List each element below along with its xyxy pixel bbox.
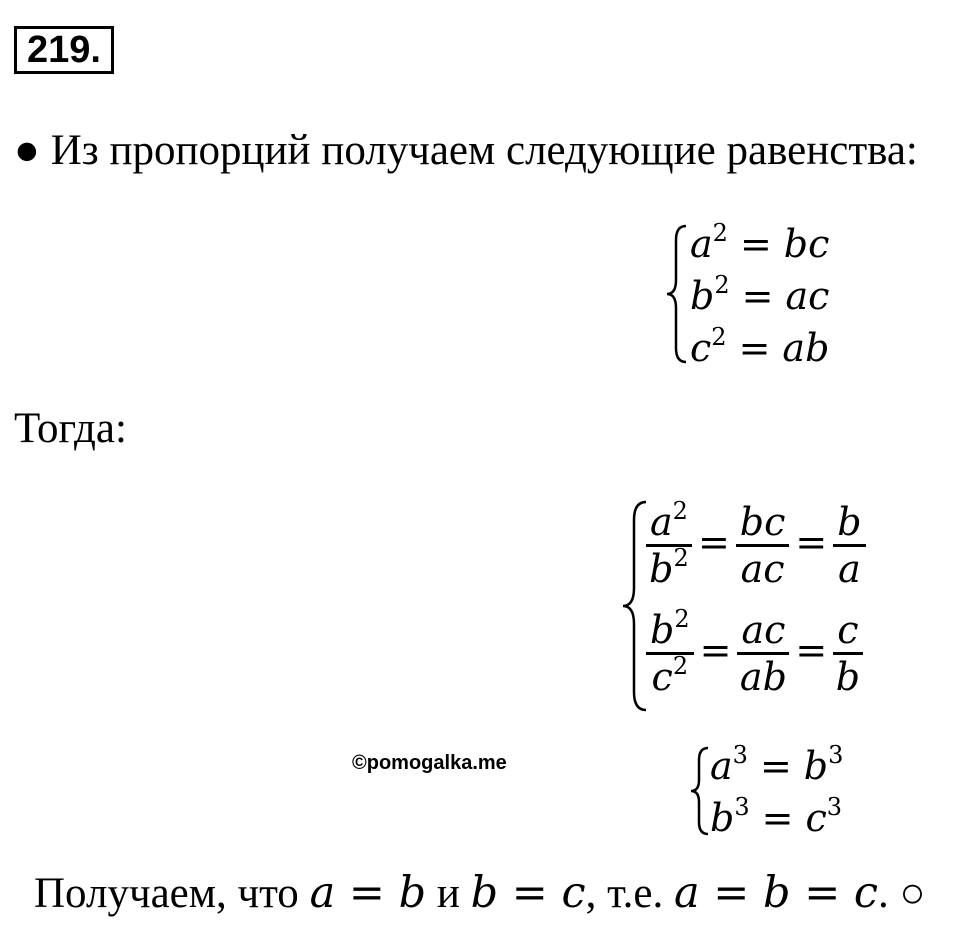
exponent: 2 bbox=[674, 605, 690, 633]
system1-brace bbox=[664, 224, 690, 364]
conclusion bbox=[34, 868, 925, 918]
math-expr: bc bbox=[783, 222, 830, 266]
numerator: ac bbox=[737, 608, 789, 655]
math-var: a bbox=[710, 744, 733, 788]
equals-sign: = bbox=[795, 628, 828, 672]
exponent: 2 bbox=[672, 652, 689, 680]
fraction bbox=[646, 497, 692, 591]
math-var: b bbox=[690, 274, 715, 318]
equals-sign: = bbox=[739, 222, 772, 266]
conclusion-text: Получаем, что bbox=[34, 870, 299, 917]
math-var: b bbox=[803, 744, 829, 788]
numerator: a bbox=[650, 500, 673, 544]
equals-sign: = bbox=[697, 520, 730, 564]
system2-row bbox=[646, 497, 866, 608]
conclusion-text: и bbox=[436, 870, 460, 917]
system3-row bbox=[710, 792, 843, 844]
equals-sign: = bbox=[741, 274, 774, 318]
fraction bbox=[646, 605, 694, 699]
system2-row bbox=[646, 605, 866, 716]
equals-sign: = bbox=[761, 796, 794, 840]
denominator: ac bbox=[740, 547, 785, 591]
math-expr: ac bbox=[785, 274, 830, 318]
numerator: c bbox=[833, 608, 862, 655]
system2 bbox=[646, 497, 866, 716]
fraction bbox=[737, 608, 789, 699]
exponent: 2 bbox=[714, 271, 730, 299]
then-label: Тогда: bbox=[14, 405, 127, 452]
system1-row bbox=[690, 322, 829, 374]
math-var: b bbox=[710, 796, 735, 840]
equals-sign: = bbox=[699, 628, 732, 672]
exponent: 3 bbox=[732, 741, 748, 769]
denominator: b bbox=[835, 655, 861, 699]
exponent: 3 bbox=[828, 741, 844, 769]
fraction bbox=[736, 500, 790, 591]
system1 bbox=[690, 218, 829, 374]
denominator: c bbox=[651, 655, 673, 699]
numerator: bc bbox=[736, 500, 790, 547]
conclusion-math: a = b = c bbox=[674, 868, 878, 918]
exponent: 2 bbox=[711, 323, 727, 351]
exponent: 3 bbox=[734, 793, 750, 821]
problem-number: 219. bbox=[14, 26, 114, 74]
conclusion-math: b = c bbox=[470, 868, 586, 918]
equals-sign: = bbox=[738, 326, 771, 370]
system3 bbox=[710, 740, 843, 844]
equals-sign: = bbox=[795, 520, 828, 564]
numerator: b bbox=[833, 500, 865, 547]
exponent: 2 bbox=[672, 497, 688, 525]
intro-text: ● Из пропорций получаем следующие равенства: bbox=[14, 127, 918, 174]
watermark: ©pomogalka.me bbox=[352, 752, 507, 774]
system3-brace bbox=[688, 746, 712, 836]
system1-row bbox=[690, 218, 829, 270]
conclusion-end-mark: . ○ bbox=[877, 870, 926, 917]
exponent: 2 bbox=[712, 219, 728, 247]
exponent: 3 bbox=[826, 793, 843, 821]
math-var: c bbox=[690, 326, 712, 370]
conclusion-math: a = b bbox=[309, 868, 427, 918]
fraction bbox=[833, 500, 865, 591]
math-var: c bbox=[805, 796, 827, 840]
math-expr: ab bbox=[782, 326, 830, 370]
system3-row bbox=[710, 740, 843, 792]
denominator: a bbox=[838, 547, 861, 591]
denominator: b bbox=[649, 547, 674, 591]
exponent: 2 bbox=[673, 544, 689, 572]
system1-row bbox=[690, 270, 829, 322]
math-var: a bbox=[690, 222, 713, 266]
numerator: b bbox=[650, 608, 675, 652]
fraction bbox=[833, 608, 862, 699]
equals-sign: = bbox=[759, 744, 792, 788]
denominator: ab bbox=[739, 655, 787, 699]
conclusion-text: , т.е. bbox=[585, 870, 664, 917]
